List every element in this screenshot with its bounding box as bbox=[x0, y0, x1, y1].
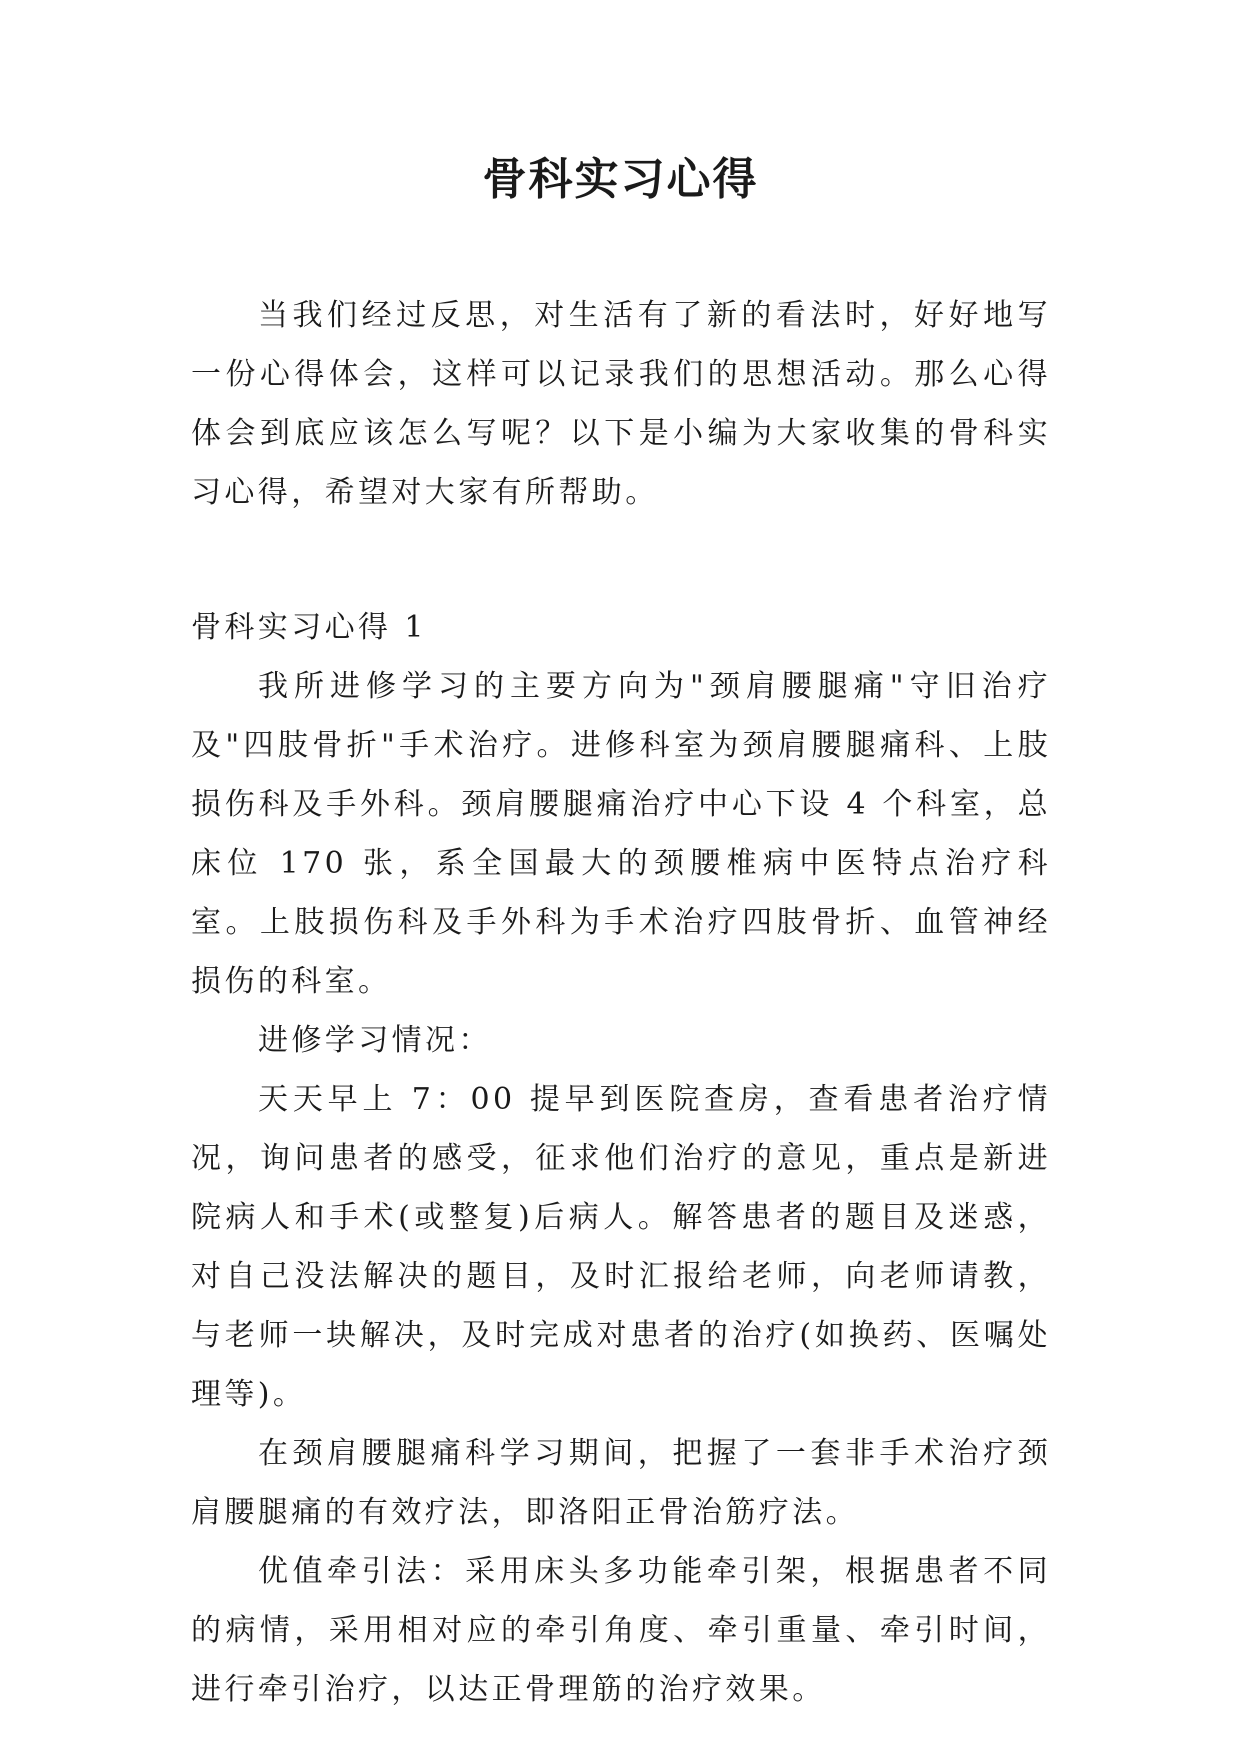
intro-paragraph: 当我们经过反思，对生活有了新的看法时，好好地写一份心得体会，这样可以记录我们的思想活动。那么心得体会到底应该怎么写呢？以下是小编为大家收集的骨科实习心得，希望对大家有所帮助。 bbox=[191, 298, 1051, 510]
body-paragraph: 天天早上 7：00 提早到医院查房，查看患者治疗情况，询问患者的感受，征求他们治疗的意见，重点是新进院病人和手术(或整复)后病人。解答患者的题目及迷惑，对自己没法解决的题目，及时汇报给老师，向老师请教，与老师一块解决，及时完成对患者的治疗(如换药、医嘱处理等)。 bbox=[191, 1082, 1051, 1412]
section-heading: 骨科实习心得 1 bbox=[191, 610, 427, 645]
document-title: 骨科实习心得 bbox=[482, 154, 759, 205]
document-body bbox=[191, 286, 1051, 1719]
body-paragraph: 我所进修学习的主要方向为"颈肩腰腿痛"守旧治疗及"四肢骨折"手术治疗。进修科室为颈肩腰腿痛科、上肢损伤科及手外科。颈肩腰腿痛治疗中心下设 4 个科室，总床位 170 张，系全国最大的颈腰椎病中医特点治疗科室。上肢损伤科及手外科为手术治疗四肢骨折、血管神经损伤的科室。 bbox=[191, 669, 1052, 999]
body-paragraph: 在颈肩腰腿痛科学习期间，把握了一套非手术治疗颈肩腰腿痛的有效疗法，即洛阳正骨治筋疗法。 bbox=[191, 1436, 1051, 1530]
body-paragraph: 优值牵引法：采用床头多功能牵引架，根据患者不同的病情，采用相对应的牵引角度、牵引重量、牵引时间，进行牵引治疗，以达正骨理筋的治疗效果。 bbox=[191, 1554, 1051, 1707]
body-paragraph: 进修学习情况： bbox=[258, 1023, 492, 1058]
